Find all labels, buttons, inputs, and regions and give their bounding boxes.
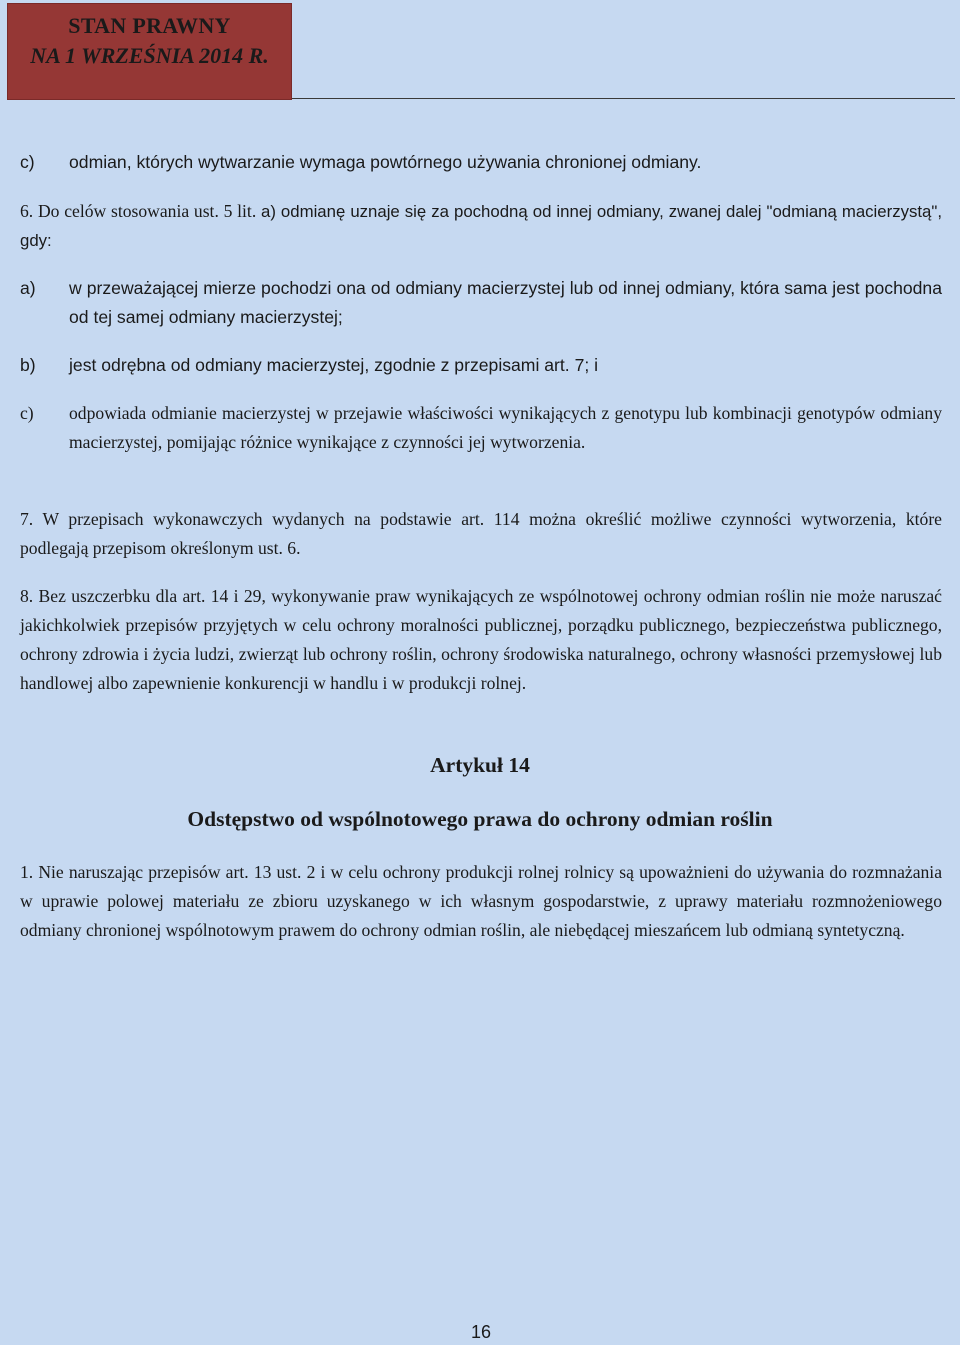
list-item-text: odpowiada odmianie macierzystej w przejawie właściwości wynikających z genotypu lub kombinacji genotypów odmiany macierzystej, pomijając różnice wynikające z czynności jej wytworzenia.	[69, 403, 942, 452]
paragraph-8: 8. Bez uszczerbku dla art. 14 i 29, wykonywanie praw wynikających ze wspólnotowej ochrony odmian roślin nie może naruszać jakichkolwiek przepisów przyjętych w celu ochrony moralności publicznej, porządku publicznego, bezpieczeństwa publicznego, ochrony zdrowia i życia ludzi, zwierząt lub ochrony roślin, ochrony środowiska naturalnego, ochrony własności przemysłowej lub handlowej albo zapewnienie konkurencji w handlu i w produkcji rolnej.	[20, 586, 942, 693]
list-marker: c)	[20, 152, 35, 172]
article-14-paragraph-1: 1. Nie naruszając przepisów art. 13 ust. 2 i w celu ochrony produkcji rolnej rolnicy są upoważnieni do używania do rozmnażania w uprawie polowej materiału ze zbioru uzyskanego w ich własnym gospodarstwie, z uprawy materiału rozmnożeniowego odmiany chronionej wspólnotowym prawem do ochrony odmian roślin, ale niebędącej mieszańcem lub odmianą syntetyczną.	[20, 862, 942, 940]
page-number: 16	[470, 1322, 492, 1342]
article-heading: Artykuł 14	[430, 753, 530, 777]
article-title: Odstępstwo od wspólnotowego prawa do ochrony odmian roślin	[187, 807, 773, 831]
list-marker: c)	[20, 403, 34, 423]
badge-date: NA 1 WRZEŚNIA 2014 R.	[30, 43, 269, 68]
list-item-b	[20, 351, 942, 380]
paragraph-6	[20, 197, 942, 255]
list-item-a	[20, 274, 942, 332]
list-item-text: w przeważającej mierze pochodzi ona od odmiany macierzystej lub od innej odmiany, która sama jest pochodna od tej samej odmiany macierzystej;	[69, 278, 942, 327]
list-marker: b)	[20, 355, 36, 375]
list-item-c-top	[20, 148, 942, 177]
paragraph-6-lead: 6. Do celów stosowania ust. 5 lit.	[20, 201, 257, 221]
list-item-text: odmian, których wytwarzanie wymaga powtórnego używania chronionej odmiany.	[69, 152, 702, 172]
status-badge	[7, 3, 292, 100]
paragraph-6-body: a) odmianę uznaje się za pochodną od innej odmiany, zwanej dalej "odmianą macierzystą", gdy:	[20, 202, 942, 250]
list-item-text: jest odrębna od odmiany macierzystej, zgodnie z przepisami art. 7; i	[69, 355, 599, 375]
header-divider	[292, 98, 955, 99]
list-item-c	[20, 399, 942, 457]
badge-title: STAN PRAWNY	[68, 13, 231, 38]
paragraph-7: 7. W przepisach wykonawczych wydanych na podstawie art. 114 można określić możliwe czynności wytworzenia, które podlegają przepisom określonym ust. 6.	[20, 509, 942, 558]
list-marker: a)	[20, 278, 36, 298]
